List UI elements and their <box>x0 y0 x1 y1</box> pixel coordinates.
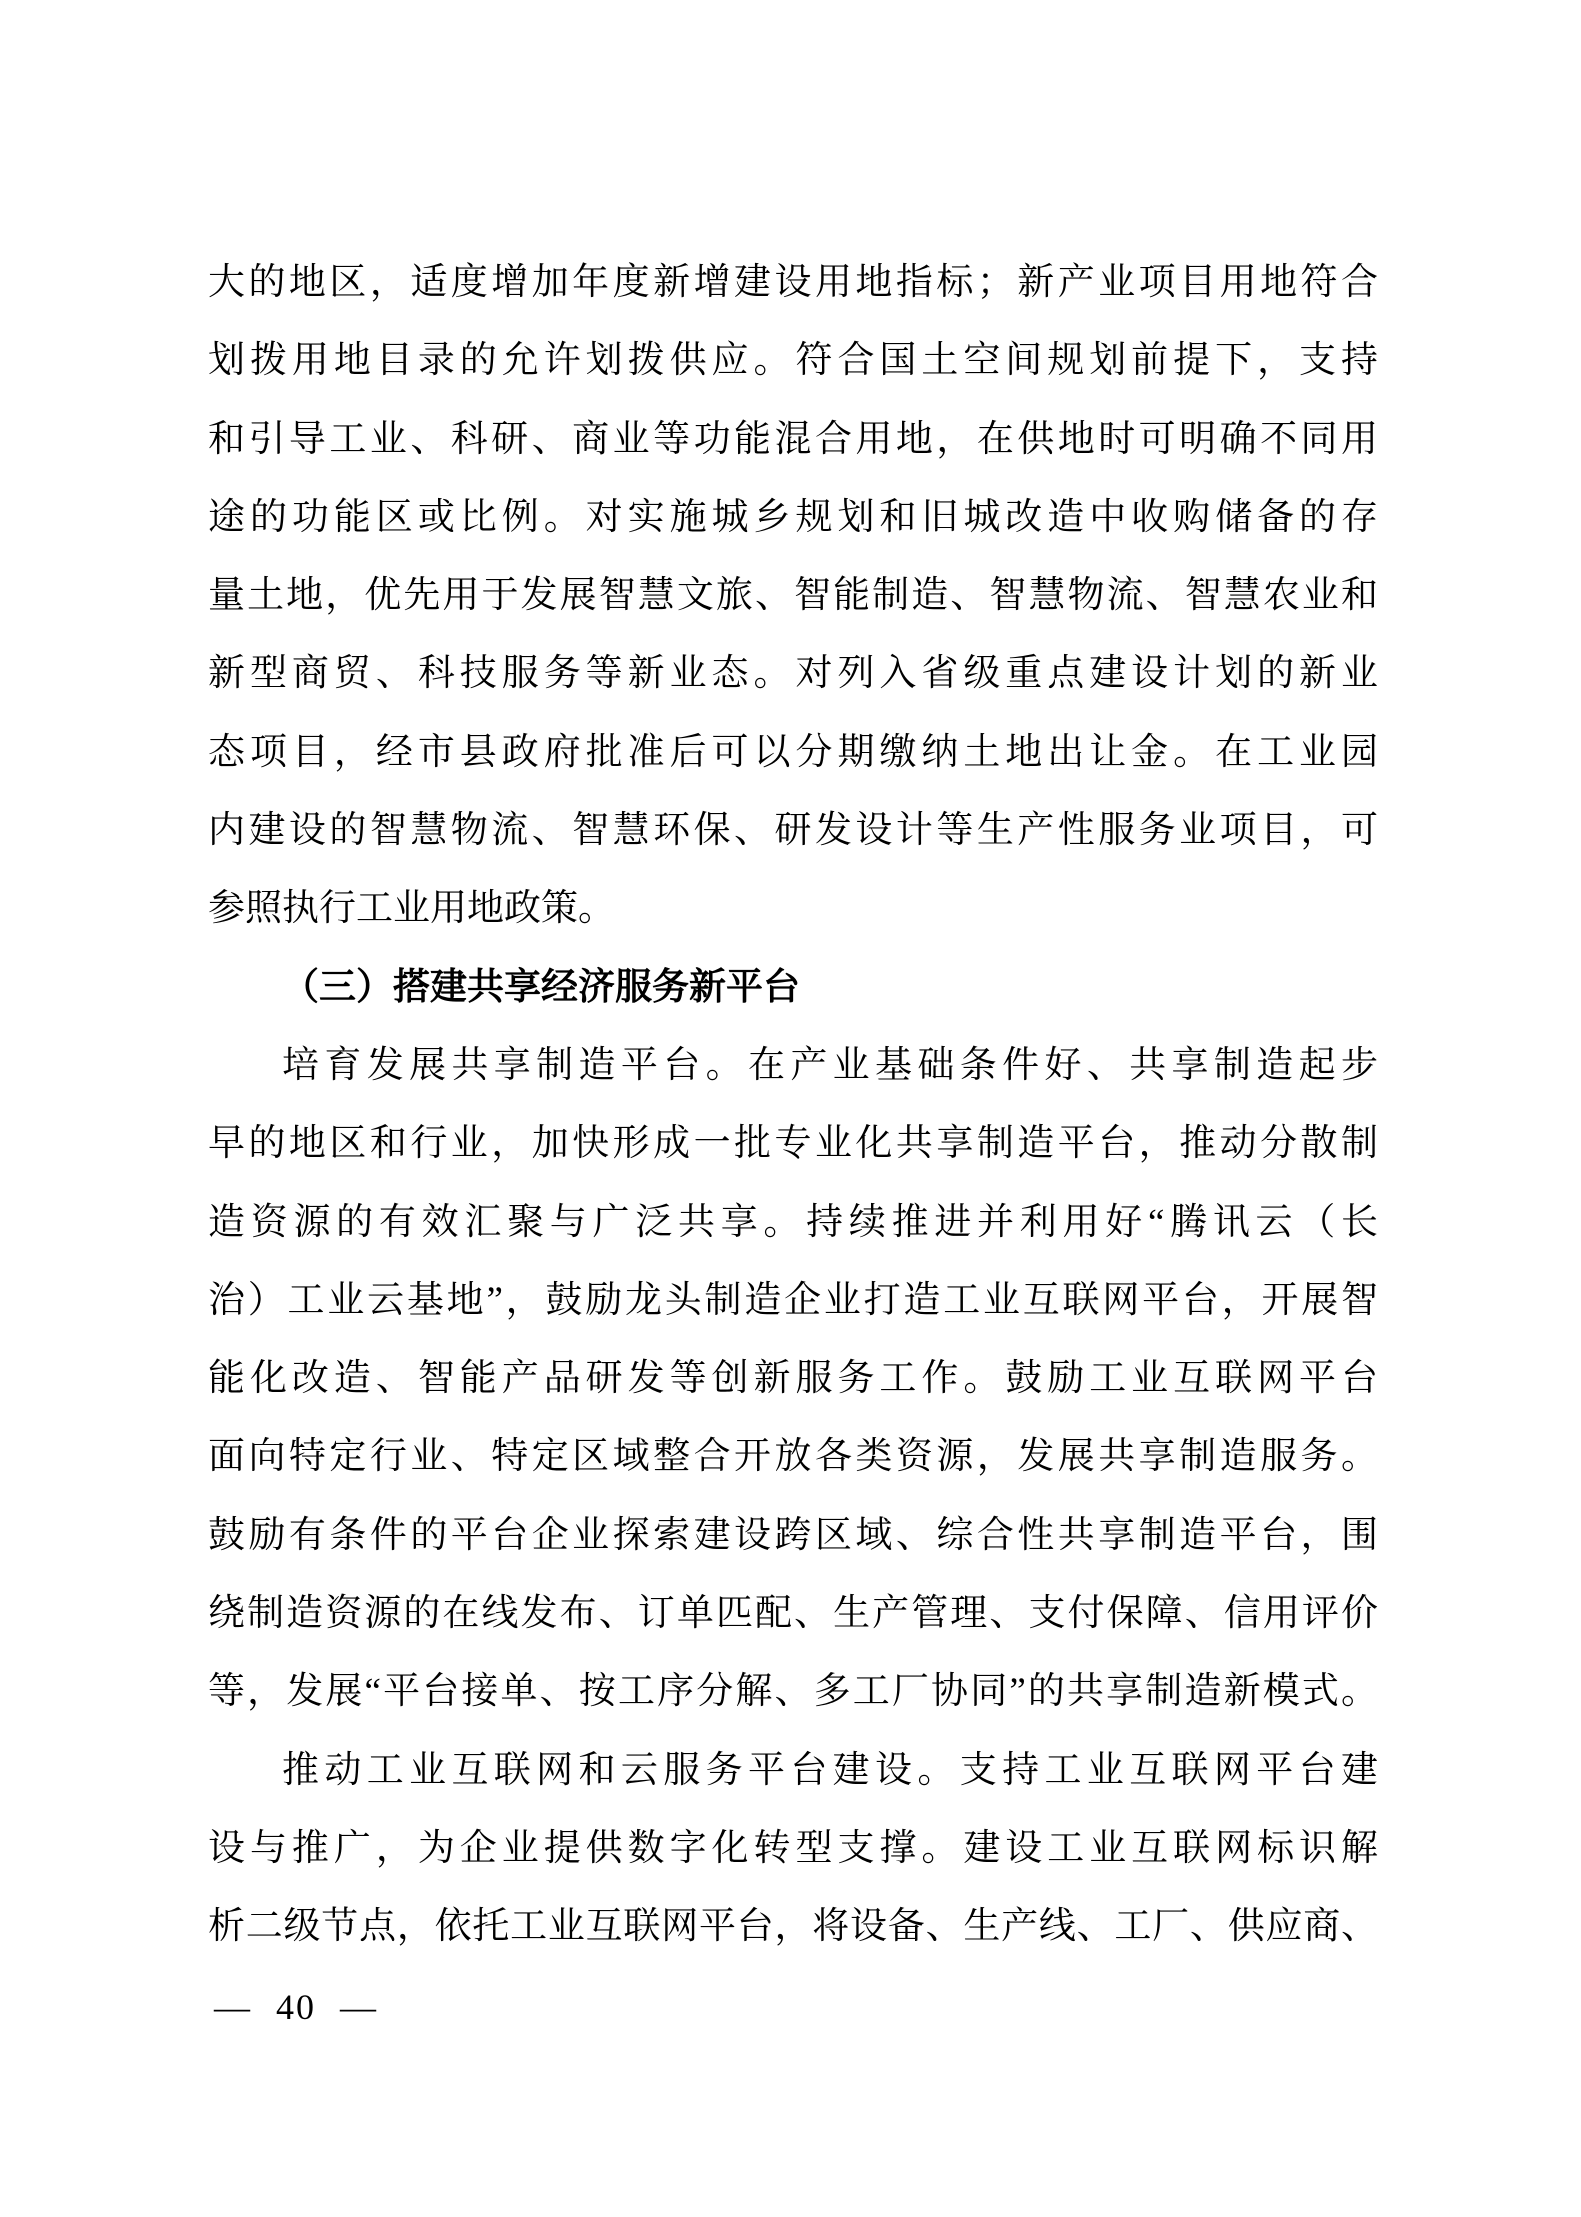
text-line: 内建设的智慧物流、智慧环保、研发设计等生产性服务业项目，可 <box>208 810 1378 852</box>
text-line: 态项目，经市县政府批准后可以分期缴纳土地出让金。在工业园 <box>208 731 1378 773</box>
text-line: 划拨用地目录的允许划拨供应。符合国土空间规划前提下，支持 <box>208 340 1378 382</box>
document-body <box>208 244 1378 1967</box>
text-line: 途的功能区或比例。对实施城乡规划和旧城改造中收购储备的存 <box>208 496 1378 538</box>
page-footer <box>214 1985 378 2029</box>
text-line: 绕制造资源的在线发布、订单匹配、生产管理、支付保障、信用评价 <box>208 1593 1378 1635</box>
text-line: 设与推广，为企业提供数字化转型支撑。建设工业互联网标识解 <box>208 1827 1378 1869</box>
section-heading: （三）搭建共享经济服务新平台 <box>282 966 800 1008</box>
text-line: 量土地，优先用于发展智慧文旅、智能制造、智慧物流、智慧农业和 <box>208 575 1378 617</box>
text-line: 新型商贸、科技服务等新业态。对列入省级重点建设计划的新业 <box>208 653 1378 695</box>
text-line: 等，发展“平台接单、按工序分解、多工厂协同”的共享制造新模式。 <box>208 1671 1378 1713</box>
text-line: 培育发展共享制造平台。在产业基础条件好、共享制造起步 <box>282 1044 1378 1086</box>
text-line: 析二级节点，依托工业互联网平台，将设备、生产线、工厂、供应商、 <box>208 1906 1378 1948</box>
text-line: 早的地区和行业，加快形成一批专业化共享制造平台，推动分散制 <box>208 1123 1378 1165</box>
text-line: 和引导工业、科研、商业等功能混合用地，在供地时可明确不同用 <box>208 418 1378 460</box>
page-number: 40 <box>276 1987 316 2027</box>
text-line: 参照执行工业用地政策。 <box>208 888 615 930</box>
text-line: 大的地区，适度增加年度新增建设用地指标；新产业项目用地符合 <box>208 262 1378 303</box>
text-line: 造资源的有效汇聚与广泛共享。持续推进并利用好“腾讯云（长 <box>208 1201 1378 1243</box>
text-line: 能化改造、智能产品研发等创新服务工作。鼓励工业互联网平台 <box>208 1358 1378 1400</box>
text-line: 治）工业云基地”，鼓励龙头制造企业打造工业互联网平台，开展智 <box>208 1279 1378 1321</box>
footer-dash-right: — <box>340 1987 378 2027</box>
text-line: 面向特定行业、特定区域整合开放各类资源，发展共享制造服务。 <box>208 1436 1378 1478</box>
footer-dash-left: — <box>214 1987 252 2027</box>
text-line: 推动工业互联网和云服务平台建设。支持工业互联网平台建 <box>282 1749 1378 1791</box>
text-line: 鼓励有条件的平台企业探索建设跨区域、综合性共享制造平台，围 <box>208 1514 1378 1556</box>
